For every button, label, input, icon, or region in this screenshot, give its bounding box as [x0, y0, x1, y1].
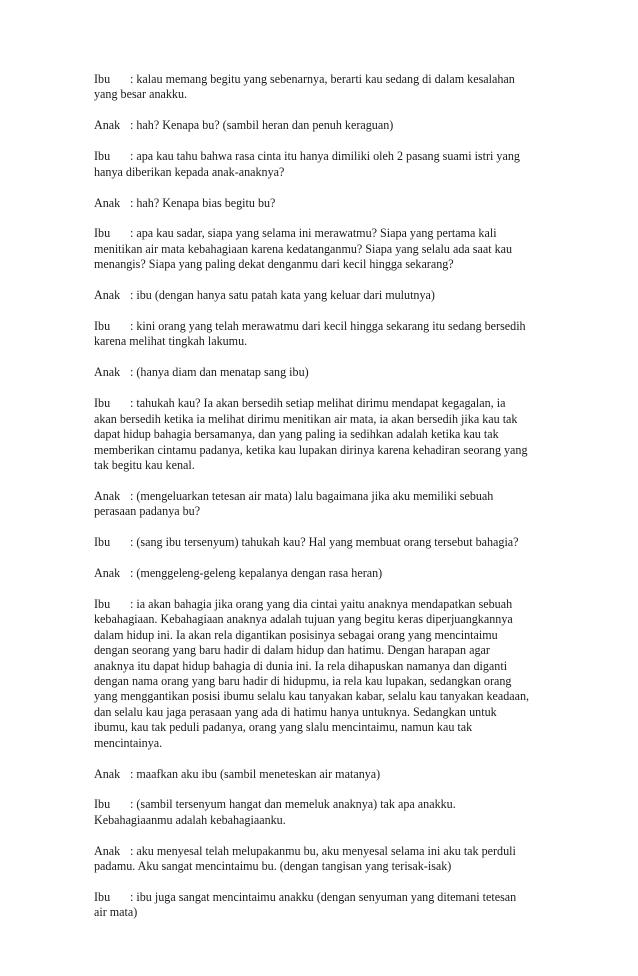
line-text: perasaan padanya bu?	[94, 504, 201, 519]
line-text: akan bersedih ketika ia melihat dirimu menitikan air mata, ia akan bersedih jika kau tak	[94, 411, 518, 426]
line-text: : kini orang yang telah merawatmu dari kecil hingga sekarang itu sedang bersedih	[130, 319, 526, 334]
speaker-name: Anak	[94, 195, 121, 210]
line-text: : hah? Kenapa bias begitu bu?	[130, 195, 276, 210]
dialogue-line	[94, 257, 554, 272]
dialogue-line	[94, 659, 554, 674]
dialogue-turn	[94, 118, 554, 133]
line-text: : kalau memang begitu yang sebenarnya, berarti kau sedang di dalam kesalahan	[130, 72, 515, 86]
line-text: : tahukah kau? Ia akan bersedih setiap melihat dirimu mendapat kegagalan, ia	[130, 396, 506, 411]
line-text: : (menggeleng-geleng kepalanya dengan rasa heran)	[130, 566, 383, 581]
dialogue-turn	[94, 288, 554, 303]
dialogue-line	[94, 165, 554, 180]
dialogue-line	[94, 196, 554, 211]
dialogue-line	[94, 458, 554, 473]
line-text: padamu. Aku sangat mencintaimu bu. (dengan tangisan yang terisak-isak)	[94, 859, 452, 874]
dialogue-line	[94, 674, 554, 689]
line-text: yang besar anakku.	[94, 87, 188, 102]
dialogue-line	[94, 334, 554, 349]
speaker-name: Ibu	[94, 797, 111, 812]
dialogue-line	[94, 643, 554, 658]
speaker-name: Ibu	[94, 226, 111, 241]
dialogue-line	[94, 396, 554, 411]
line-text: karena melihat tingkah lakumu.	[94, 334, 248, 349]
dialogue-line	[94, 226, 554, 241]
dialogue-line	[94, 813, 554, 828]
line-text: menitikan air mata kebahagiaan karena kedatanganmu? Siapa yang selalu ada saat kau	[94, 241, 513, 256]
speaker-name: Ibu	[94, 396, 111, 411]
dialogue-turn	[94, 535, 554, 550]
dialogue-line	[94, 736, 554, 751]
line-text: : hah? Kenapa bu? (sambil heran dan penuh keraguan)	[130, 118, 394, 133]
dialogue-line	[94, 689, 554, 704]
line-text: Kebahagiaanmu adalah kebahagiaanku.	[94, 812, 286, 827]
dialogue-line	[94, 905, 554, 920]
dialogue-turn	[94, 72, 554, 103]
speaker-name: Ibu	[94, 319, 111, 334]
dialogue-turn	[94, 890, 554, 921]
line-text: anaknya itu dapat hidup bahagia di dunia ini. Ia rela dihapuskan namanya dan diganti	[94, 658, 508, 673]
line-text: dan selalu kau jaga perasaan yang ada di hatimu hanya untuknya. Sedangkan untuk	[94, 704, 497, 719]
dialogue-turn	[94, 489, 554, 520]
line-text: yang menggantikan posisi ibumu selalu kau tanyakan kabar, selalu kau tanyakan keadaan,	[94, 689, 530, 704]
line-text: air mata)	[94, 905, 138, 920]
speaker-name: Ibu	[94, 72, 111, 86]
dialogue-turn	[94, 597, 554, 751]
dialogue-line	[94, 597, 554, 612]
dialogue-line	[94, 412, 554, 427]
dialogue-line	[94, 628, 554, 643]
dialogue-turn	[94, 797, 554, 828]
dialogue-line	[94, 566, 554, 581]
dialogue-turn	[94, 844, 554, 875]
line-text: dengan seorang yang baru hadir di dalam hidup dan hatimu. Dengan harapan agar	[94, 643, 490, 658]
line-text: menangis? Siapa yang paling dekat denganmu dari kecil hingga sekarang?	[94, 257, 454, 272]
line-text: : (sang ibu tersenyum) tahukah kau? Hal yang membuat orang tersebut bahagia?	[130, 535, 519, 550]
line-text: : apa kau tahu bahwa rasa cinta itu hanya dimiliki oleh 2 pasang suami istri yang	[130, 149, 520, 164]
dialogue-line	[94, 720, 554, 735]
speaker-name: Anak	[94, 766, 121, 781]
dialogue-line	[94, 844, 554, 859]
dialogue-text	[94, 72, 554, 936]
dialogue-line	[94, 365, 554, 380]
dialogue-line	[94, 797, 554, 812]
line-text: : aku menyesal telah melupakanmu bu, aku menyesal selama ini aku tak perduli	[130, 843, 516, 858]
line-text: : apa kau sadar, siapa yang selama ini merawatmu? Siapa yang pertama kali	[130, 226, 497, 241]
speaker-name: Anak	[94, 288, 121, 303]
speaker-name: Anak	[94, 566, 121, 581]
line-text: : ia akan bahagia jika orang yang dia cintai yaitu anaknya mendapatkan sebuah	[130, 596, 513, 611]
line-text: dengan nama orang yang baru hadir di hidupmu, ia rela kau lupakan, sedangkan orang	[94, 673, 512, 688]
speaker-name: Ibu	[94, 149, 111, 164]
dialogue-line	[94, 535, 554, 550]
line-text: mencintainya.	[94, 735, 163, 750]
dialogue-line	[94, 118, 554, 133]
line-text: dapat hidup bahagia bersamanya, dan yang paling ia sedihkan adalah ketika kau tak	[94, 427, 499, 442]
dialogue-line	[94, 705, 554, 720]
dialogue-line	[94, 504, 554, 519]
line-text: : ibu juga sangat mencintaimu anakku (dengan senyuman yang ditemani tetesan	[130, 890, 517, 905]
dialogue-line	[94, 890, 554, 905]
line-text: : (sambil tersenyum hangat dan memeluk anaknya) tak apa anakku.	[130, 797, 456, 812]
dialogue-turn	[94, 319, 554, 350]
line-text: : maafkan aku ibu (sambil meneteskan air matanya)	[130, 766, 381, 781]
speaker-name: Ibu	[94, 596, 111, 611]
dialogue-turn	[94, 149, 554, 180]
dialogue-line	[94, 242, 554, 257]
dialogue-turn	[94, 767, 554, 782]
speaker-name: Ibu	[94, 535, 111, 550]
dialogue-turn	[94, 396, 554, 473]
dialogue-line	[94, 859, 554, 874]
dialogue-turn	[94, 196, 554, 211]
line-text: ibumu, kau tak peduli padanya, orang yang slalu mencintaimu, namun kau tak	[94, 720, 473, 735]
speaker-name: Anak	[94, 118, 121, 133]
dialogue-line	[94, 767, 554, 782]
dialogue-line	[94, 319, 554, 334]
speaker-name: Ibu	[94, 890, 111, 905]
dialogue-line	[94, 489, 554, 504]
line-text: dalam hidup ini. Ia akan rela digantikan posisinya sebagai orang yang mencintaimu	[94, 627, 498, 642]
dialogue-line	[94, 443, 554, 458]
line-text: : ibu (dengan hanya satu patah kata yang keluar dari mulutnya)	[130, 288, 435, 303]
line-text: tak begitu kau kenal.	[94, 457, 195, 472]
speaker-name: Anak	[94, 843, 121, 858]
dialogue-line	[94, 427, 554, 442]
line-text: : (hanya diam dan menatap sang ibu)	[130, 365, 309, 380]
line-text: memberikan cintamu padanya, ketika kau lupakan dirinya karena kehadiran seorang yang	[94, 442, 528, 457]
dialogue-line	[94, 612, 554, 627]
dialogue-line	[94, 149, 554, 164]
dialogue-turn	[94, 226, 554, 272]
line-text: hanya diberikan kepada anak-anaknya?	[94, 164, 285, 179]
dialogue-turn	[94, 566, 554, 581]
speaker-name: Anak	[94, 488, 121, 503]
line-text: kebahagiaan. Kebahagiaan anaknya adalah tujuan yang begitu keras diperjuangkannya	[94, 612, 513, 627]
dialogue-turn	[94, 365, 554, 380]
dialogue-line	[94, 72, 554, 87]
speaker-name: Anak	[94, 365, 121, 380]
dialogue-line	[94, 288, 554, 303]
dialogue-line	[94, 87, 554, 102]
line-text: : (mengeluarkan tetesan air mata) lalu bagaimana jika aku memiliki sebuah	[130, 488, 494, 503]
